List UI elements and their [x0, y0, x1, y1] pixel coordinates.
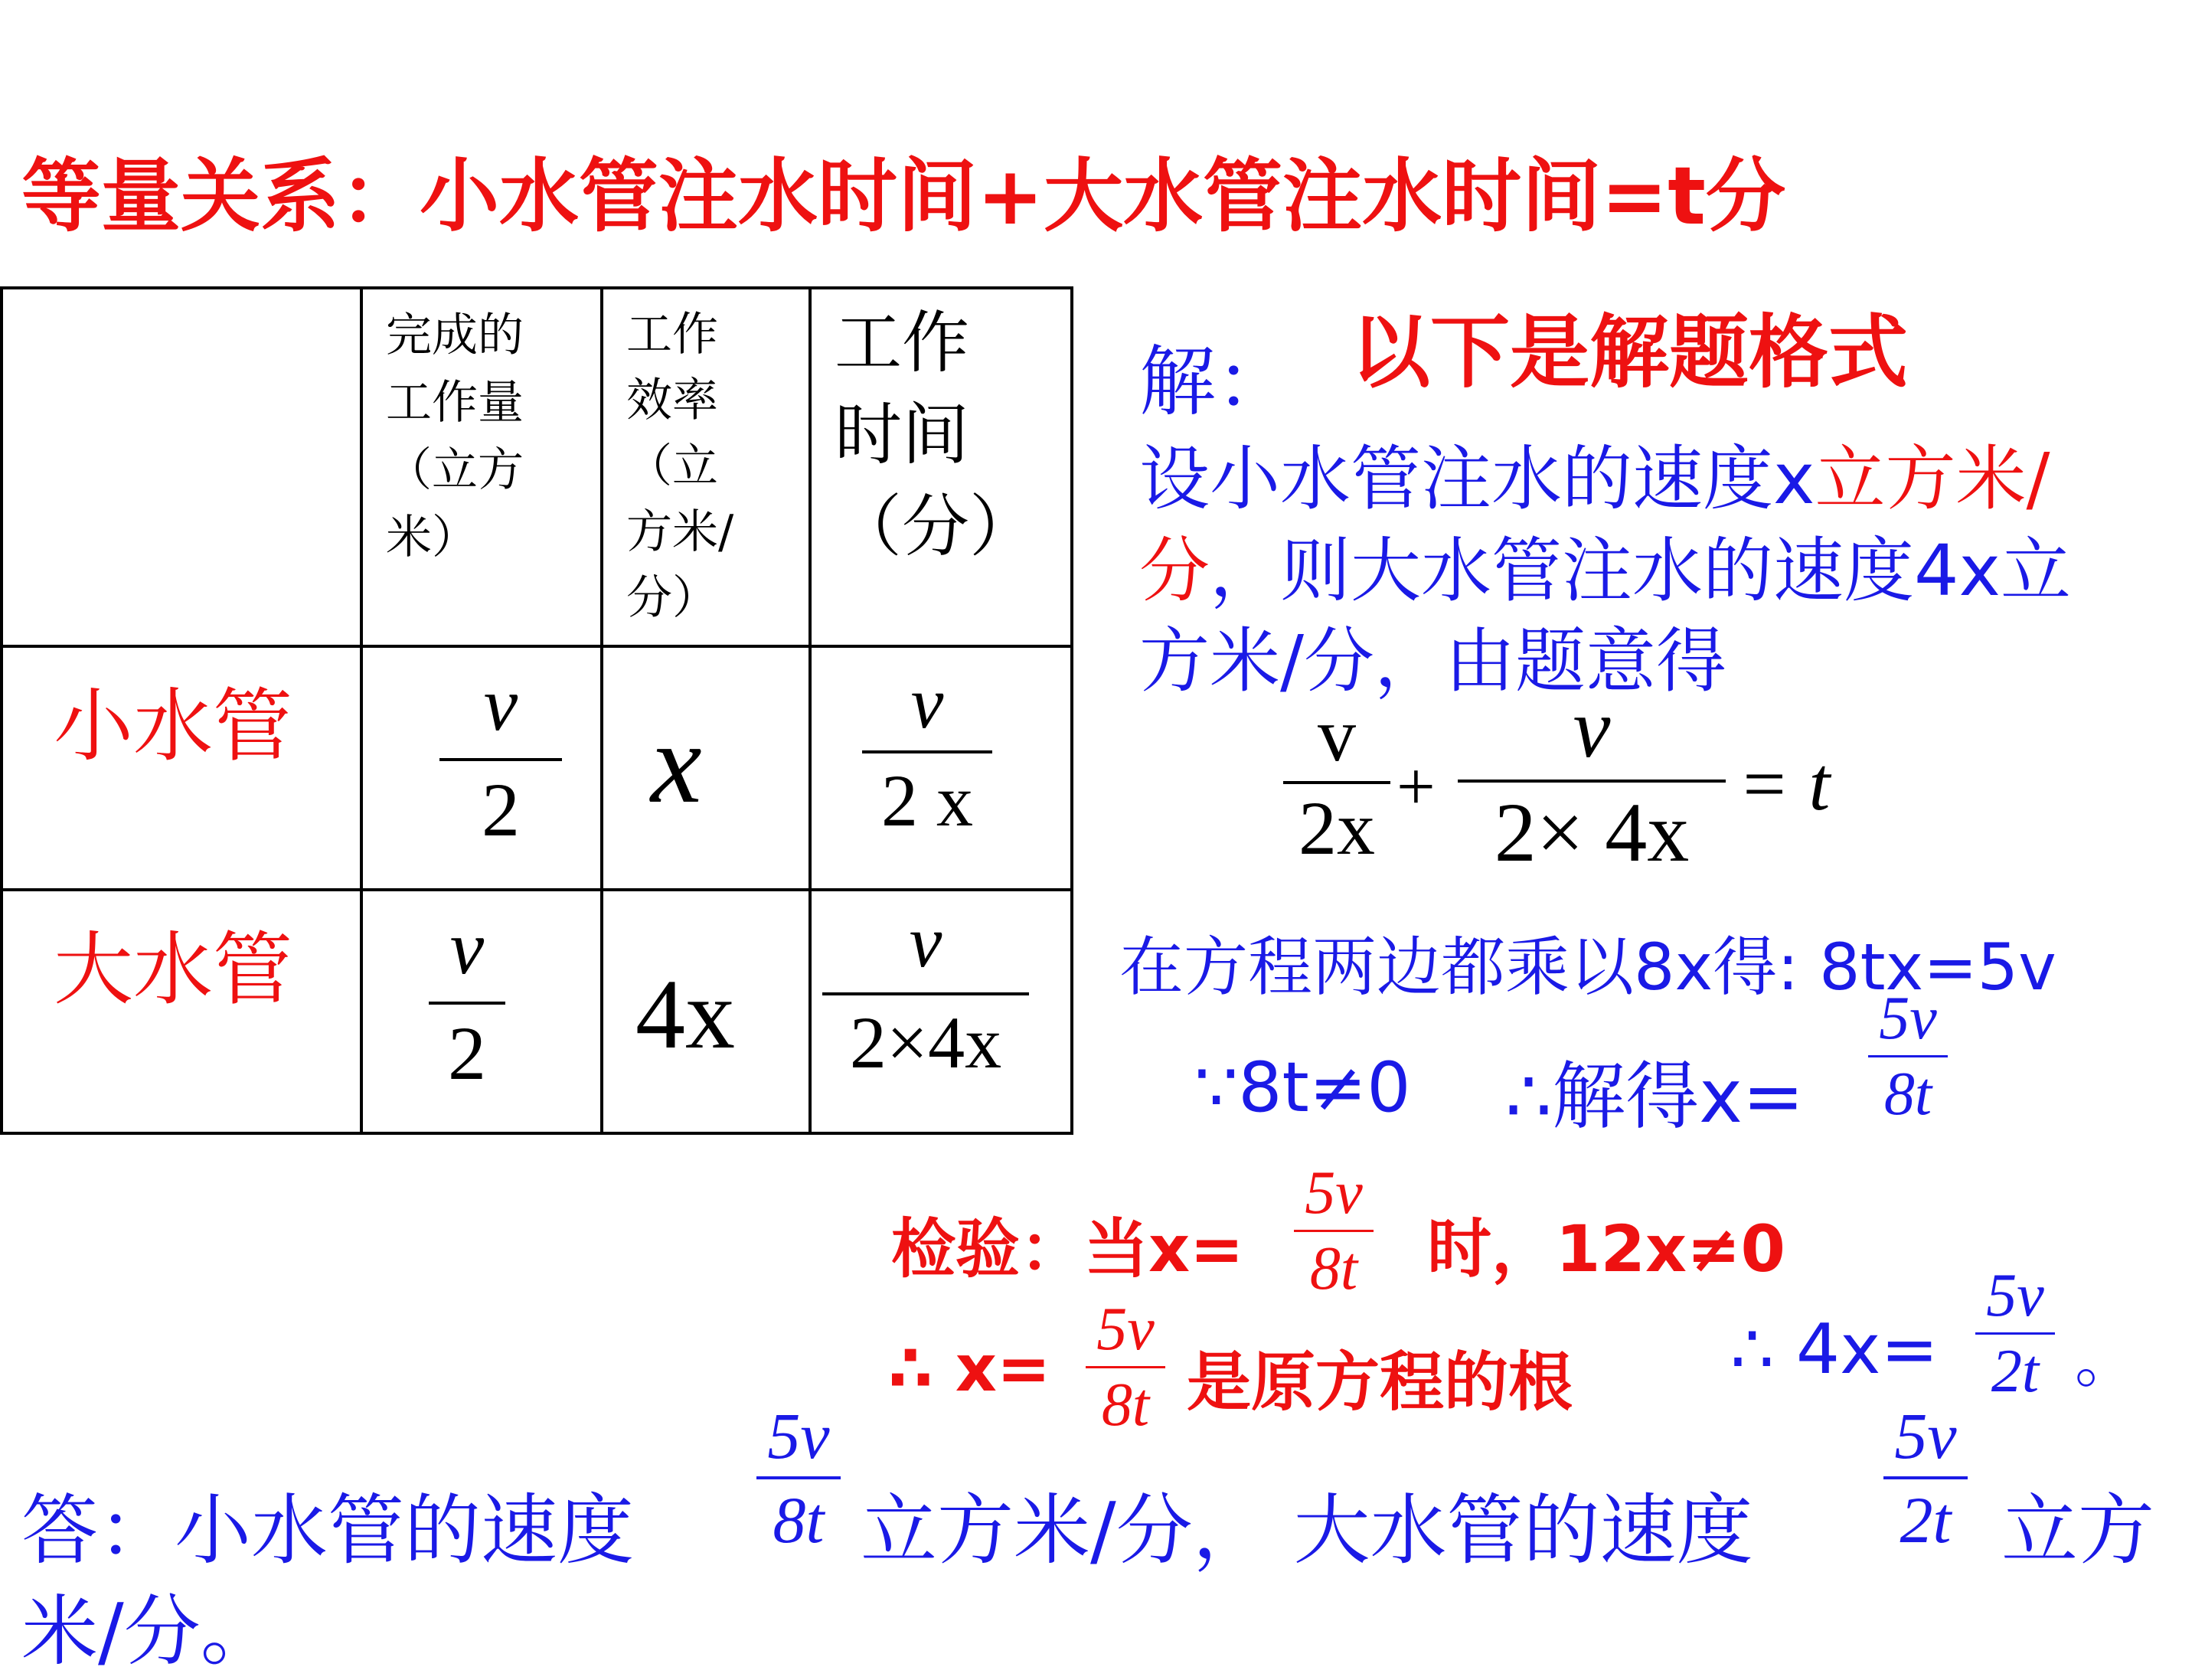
fraction-numerator: 5v [1986, 1262, 2044, 1329]
table-header-empty [2, 288, 361, 646]
check-fraction [1294, 1159, 1374, 1302]
efficiency-cell [602, 890, 810, 1133]
efficiency-value: 4x [635, 959, 735, 1070]
table-header-work [361, 288, 602, 646]
solution-line-3: 方米/分，由题意得 [1139, 620, 1726, 702]
fraction-bar [1975, 1332, 2055, 1335]
row-label: 大水管 [54, 923, 293, 1016]
header-line: （分） [835, 487, 1037, 566]
fraction-bar [1458, 780, 1726, 783]
equation-equals: = t [1738, 741, 1831, 826]
heading [21, 150, 1785, 242]
fraction-numerator: 5v [1096, 1296, 1155, 1363]
table-row [2, 890, 1072, 1133]
fourx-tail: 。 [2075, 1325, 2136, 1396]
fraction-bar [1086, 1366, 1165, 1368]
time-fraction [862, 662, 992, 842]
fraction-denominator: 8t [1883, 1061, 1932, 1128]
fraction-numerator: v [909, 900, 942, 982]
header-line: （立 [626, 440, 718, 493]
fraction-numerator: 5v [767, 1399, 830, 1472]
multiply-line: 在方程两边都乘以8x得: 8tx=5v [1119, 930, 2056, 1005]
fraction-bar [1294, 1230, 1374, 1232]
header-line: 分） [626, 571, 718, 625]
fraction-bar [1883, 1476, 1968, 1479]
fraction-denominator: 2t [1991, 1338, 2040, 1405]
fraction-denominator: 2 x [881, 760, 973, 842]
fraction-bar [1283, 781, 1390, 784]
fraction-denominator: 2x [1298, 786, 1375, 871]
fraction-numerator: 5v [1879, 985, 1937, 1052]
fraction-bar [862, 750, 992, 753]
table-header-time [810, 288, 1072, 646]
fraction-numerator: v [483, 662, 518, 747]
fraction-numerator: 5v [1894, 1399, 1957, 1472]
fraction-bar [756, 1476, 841, 1479]
fraction-denominator: 8t [773, 1483, 825, 1557]
fraction-denominator: 2 [448, 1011, 486, 1096]
solution-jie: 解： [1139, 337, 1292, 427]
fraction-numerator: v [1573, 681, 1611, 775]
header-line: 方米/ [626, 505, 734, 559]
row-label-cell [2, 646, 361, 890]
time-cell [810, 646, 1072, 890]
check-tail: 时，12x≠0 [1427, 1211, 1785, 1286]
answer-prefix: 答：小水管的速度 [21, 1486, 634, 1575]
table-row [2, 646, 1072, 890]
fraction-denominator: 2×4x [849, 1002, 1002, 1084]
fraction-bar [1868, 1055, 1948, 1057]
work-cell [361, 646, 602, 890]
solution-text: ，则大水管注水的速度4x立 [1210, 530, 2071, 612]
root-prefix: ∴ x= [888, 1331, 1051, 1406]
work-fraction [429, 905, 505, 1096]
x-fraction [1868, 985, 1948, 1128]
fourx-prefix: ∴ 4x= [1730, 1309, 1939, 1390]
fraction-denominator: 2 [482, 767, 520, 852]
solution-line-1 [1139, 423, 2050, 524]
work-fraction [439, 662, 562, 852]
heading-text: 小水管注水时间+大水管注水时间=t分 [420, 149, 1786, 243]
efficiency-cell [602, 646, 810, 890]
answer-fraction-2 [1883, 1399, 1968, 1557]
fraction-numerator: v [910, 662, 944, 744]
fraction-bar [822, 992, 1029, 995]
root-tail: 是原方程的根 [1187, 1345, 1573, 1420]
header-line: 效率 [626, 374, 718, 427]
answer-tail: 立方 [2001, 1486, 2154, 1575]
equation-plus: + [1396, 749, 1436, 825]
heading-label: 等量关系： [21, 149, 420, 243]
solution-unit: 分 [1139, 530, 1210, 612]
fraction-denominator: 8t [1101, 1371, 1150, 1439]
solution-unit: 立方米/ [1815, 438, 2050, 520]
answer-line-2: 米/分。 [21, 1587, 277, 1676]
fraction-numerator: v [1318, 692, 1356, 777]
header-line: 米） [386, 511, 478, 564]
solution-title: 以下是解题格式 [1351, 306, 1909, 399]
because-line: ∵8t≠0 [1194, 1048, 1411, 1128]
time-cell [810, 890, 1072, 1133]
work-table [0, 286, 1073, 1135]
root-fraction [1086, 1296, 1165, 1439]
header-line: 时间 [835, 395, 970, 474]
table-header-efficiency [602, 288, 810, 646]
time-fraction [822, 900, 1029, 1084]
header-line: （立方 [386, 443, 524, 497]
fraction-denominator: 2t [1900, 1483, 1952, 1557]
efficiency-value: x [651, 700, 702, 827]
fourx-fraction [1975, 1262, 2055, 1405]
fraction-bar [439, 758, 562, 761]
header-line: 工作 [626, 308, 718, 361]
fraction-bar [429, 1002, 505, 1005]
equation-fraction-2 [1458, 681, 1726, 879]
solution-text: 设小水管注水的速度x [1139, 438, 1815, 520]
fraction-denominator: 8t [1309, 1235, 1358, 1302]
fraction-numerator: v [449, 905, 485, 990]
row-label-cell [2, 890, 361, 1133]
header-line: 工作 [835, 303, 970, 382]
work-cell [361, 890, 602, 1133]
solution-line-2 [1139, 515, 2071, 616]
header-line: 工作量 [386, 376, 524, 430]
fraction-denominator: 2× 4x [1494, 786, 1690, 879]
answer-fraction-1 [756, 1399, 841, 1557]
therefore-line: ∴解得x= [1505, 1054, 1805, 1139]
answer-mid: 立方米/分， 大水管的速度 [861, 1486, 1753, 1575]
fraction-numerator: 5v [1305, 1159, 1363, 1227]
row-label: 小水管 [54, 679, 293, 773]
check-label: 检验：当x= [891, 1211, 1244, 1286]
header-line: 完成的 [386, 309, 524, 362]
equation-fraction-1 [1283, 692, 1390, 871]
